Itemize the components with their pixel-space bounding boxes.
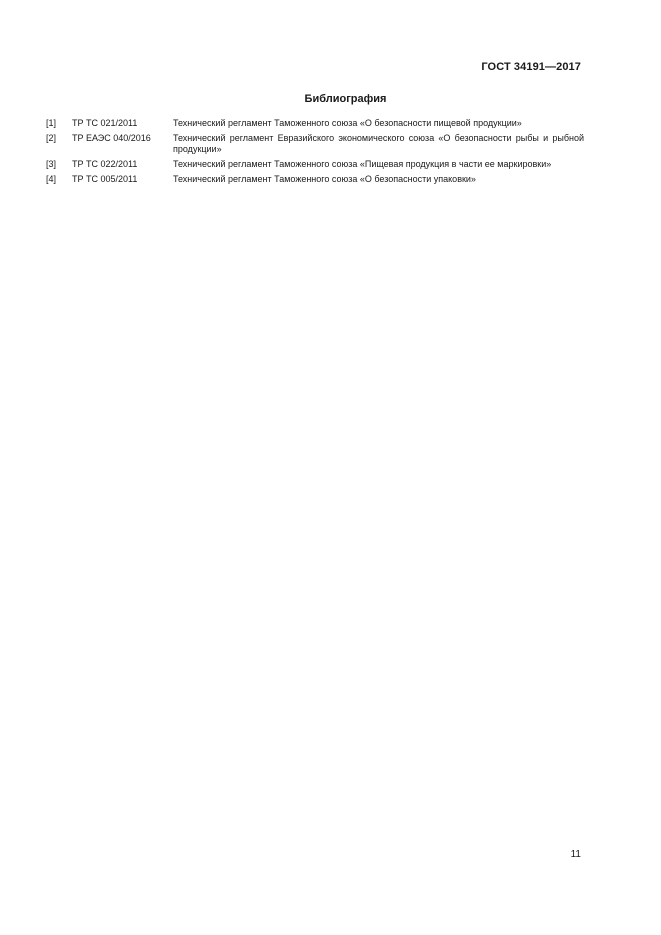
entry-text: Технический регламент Таможенного союза «О безопасности пищевой продукции»: [173, 118, 522, 128]
entry-number: [3]: [46, 159, 57, 169]
bibliography-entry: [46, 159, 584, 170]
entry-number: [4]: [46, 174, 57, 184]
bibliography-entry: [46, 118, 584, 129]
entry-text: Технический регламент Евразийского экономического союза «О безопасности рыбы и рыбной продукции»: [173, 133, 584, 154]
document-code: ГОСТ 34191—2017: [481, 61, 581, 73]
entry-number: [1]: [46, 118, 57, 128]
bibliography-entry: [46, 174, 584, 185]
entry-text: Технический регламент Таможенного союза «О безопасности упаковки»: [173, 174, 476, 184]
bibliography-list: [46, 118, 584, 189]
entry-code: ТР ТС 022/2011: [72, 159, 138, 169]
bibliography-title: Библиография: [304, 93, 387, 105]
page-number: 11: [570, 849, 581, 860]
entry-code: ТР ТС 005/2011: [72, 174, 138, 184]
bibliography-entry: [46, 133, 584, 155]
entry-text: Технический регламент Таможенного союза «Пищевая продукция в части ее маркировки»: [173, 159, 552, 169]
entry-code: ТР ТС 021/2011: [72, 118, 138, 128]
entry-code: ТР ЕАЭС 040/2016: [72, 133, 151, 143]
entry-number: [2]: [46, 133, 57, 143]
